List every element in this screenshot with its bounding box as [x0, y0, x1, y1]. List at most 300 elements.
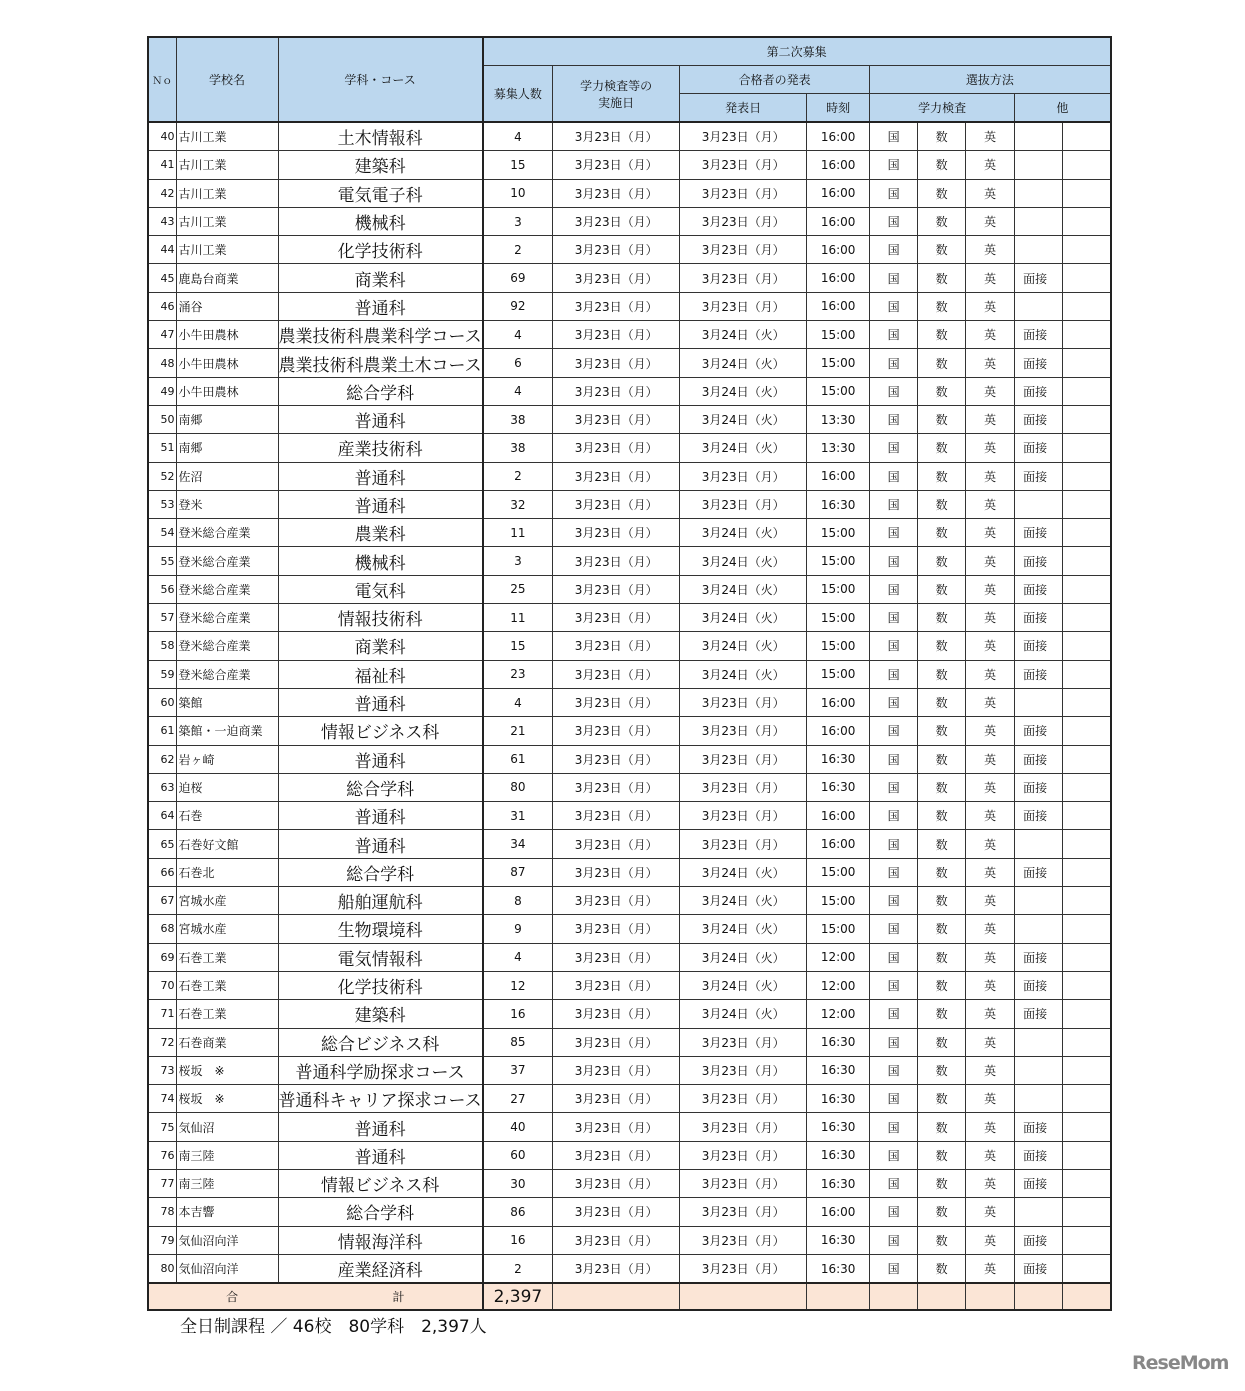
- announce-date: 3月24日（火）: [680, 971, 807, 999]
- recruit-count: 31: [483, 802, 553, 830]
- course-name: 情報技術科: [278, 604, 483, 632]
- subject-english: 英: [966, 264, 1015, 292]
- row-no: 67: [148, 887, 176, 915]
- course-name: 電気情報科: [278, 943, 483, 971]
- course-name: 建築科: [278, 1000, 483, 1028]
- school-name: 古川工業: [176, 122, 278, 151]
- announce-time: 16:30: [807, 745, 870, 773]
- recruit-count: 2: [483, 236, 553, 264]
- school-name: 登米総合産業: [176, 604, 278, 632]
- subject-math: 数: [918, 122, 966, 151]
- subject-japanese: 国: [870, 1169, 918, 1197]
- announce-time: 16:00: [807, 688, 870, 716]
- exam-date: 3月23日（月）: [553, 1056, 680, 1084]
- exam-date: 3月23日（月）: [553, 773, 680, 801]
- row-no: 77: [148, 1169, 176, 1197]
- row-no: 52: [148, 462, 176, 490]
- school-name: 南三陸: [176, 1169, 278, 1197]
- course-name: 船舶運航科: [278, 887, 483, 915]
- exam-date: 3月23日（月）: [553, 632, 680, 660]
- subject-english: 英: [966, 122, 1015, 151]
- course-name: 普通科: [278, 688, 483, 716]
- school-name: 築館: [176, 688, 278, 716]
- exam-date: 3月23日（月）: [553, 604, 680, 632]
- announce-date: 3月23日（月）: [680, 688, 807, 716]
- empty-cell: [553, 1283, 680, 1310]
- school-name: 石巻: [176, 802, 278, 830]
- subject-english: 英: [966, 802, 1015, 830]
- school-name: 桜坂 ※: [176, 1085, 278, 1113]
- school-name: 南郷: [176, 434, 278, 462]
- empty-cell: [1063, 745, 1111, 773]
- empty-cell: [1063, 688, 1111, 716]
- other-method: 面接: [1015, 745, 1063, 773]
- row-no: 66: [148, 858, 176, 886]
- school-name: 古川工業: [176, 236, 278, 264]
- subject-japanese: 国: [870, 773, 918, 801]
- announce-time: 16:00: [807, 802, 870, 830]
- recruit-count: 4: [483, 321, 553, 349]
- other-method: [1015, 830, 1063, 858]
- subject-japanese: 国: [870, 547, 918, 575]
- subject-math: 数: [918, 717, 966, 745]
- row-no: 73: [148, 1056, 176, 1084]
- course-name: 建築科: [278, 151, 483, 179]
- header-school: 学校名: [176, 37, 278, 122]
- recruit-count: 4: [483, 688, 553, 716]
- other-method: [1015, 151, 1063, 179]
- total-label-left: 合: [226, 1290, 239, 1305]
- row-no: 42: [148, 179, 176, 207]
- recruit-count: 15: [483, 632, 553, 660]
- other-method: [1015, 292, 1063, 320]
- subject-math: 数: [918, 1000, 966, 1028]
- table-row: [148, 179, 1111, 207]
- total-row: [148, 1283, 1111, 1310]
- recruit-count: 15: [483, 151, 553, 179]
- subject-english: 英: [966, 660, 1015, 688]
- recruit-count: 87: [483, 858, 553, 886]
- announce-date: 3月23日（月）: [680, 292, 807, 320]
- row-no: 64: [148, 802, 176, 830]
- row-no: 59: [148, 660, 176, 688]
- subject-math: 数: [918, 943, 966, 971]
- announce-time: 15:00: [807, 858, 870, 886]
- subject-japanese: 国: [870, 122, 918, 151]
- course-name: 情報ビジネス科: [278, 1169, 483, 1197]
- other-method: 面接: [1015, 1000, 1063, 1028]
- subject-english: 英: [966, 151, 1015, 179]
- empty-cell: [1063, 717, 1111, 745]
- row-no: 46: [148, 292, 176, 320]
- header-no: Ｎｏ: [148, 37, 176, 122]
- announce-time: 16:30: [807, 1056, 870, 1084]
- table-row: [148, 434, 1111, 462]
- school-name: 登米総合産業: [176, 575, 278, 603]
- empty-cell: [1063, 321, 1111, 349]
- subject-japanese: 国: [870, 179, 918, 207]
- total-value: 2,397: [483, 1283, 553, 1310]
- table-row: [148, 236, 1111, 264]
- row-no: 47: [148, 321, 176, 349]
- resemom-logo: ReseMom: [1132, 1352, 1229, 1374]
- exam-date: 3月23日（月）: [553, 377, 680, 405]
- school-name: 小牛田農林: [176, 321, 278, 349]
- recruit-count: 9: [483, 915, 553, 943]
- subject-math: 数: [918, 292, 966, 320]
- subject-english: 英: [966, 915, 1015, 943]
- subject-math: 数: [918, 660, 966, 688]
- subject-math: 数: [918, 575, 966, 603]
- subject-japanese: 国: [870, 604, 918, 632]
- course-name: 化学技術科: [278, 971, 483, 999]
- announce-time: 15:00: [807, 349, 870, 377]
- course-name: 商業科: [278, 632, 483, 660]
- subject-japanese: 国: [870, 490, 918, 518]
- empty-cell: [1063, 632, 1111, 660]
- other-method: [1015, 122, 1063, 151]
- empty-cell: [966, 1283, 1015, 1310]
- school-name: 宮城水産: [176, 915, 278, 943]
- subject-japanese: 国: [870, 1198, 918, 1226]
- empty-cell: [1063, 547, 1111, 575]
- other-method: 面接: [1015, 971, 1063, 999]
- exam-date: 3月23日（月）: [553, 405, 680, 433]
- subject-japanese: 国: [870, 292, 918, 320]
- recruit-count: 30: [483, 1169, 553, 1197]
- announce-date: 3月24日（火）: [680, 858, 807, 886]
- table-row: [148, 575, 1111, 603]
- empty-cell: [1063, 179, 1111, 207]
- course-name: 普通科学励探求コース: [278, 1056, 483, 1084]
- table-row: [148, 887, 1111, 915]
- subject-japanese: 国: [870, 1254, 918, 1283]
- course-name: 普通科キャリア探求コース: [278, 1085, 483, 1113]
- school-name: 石巻商業: [176, 1028, 278, 1056]
- table-row: [148, 688, 1111, 716]
- announce-time: 15:00: [807, 632, 870, 660]
- school-name: 南郷: [176, 405, 278, 433]
- other-method: [1015, 236, 1063, 264]
- row-no: 53: [148, 490, 176, 518]
- subject-math: 数: [918, 887, 966, 915]
- other-method: 面接: [1015, 604, 1063, 632]
- other-method: [1015, 1198, 1063, 1226]
- exam-date: 3月23日（月）: [553, 745, 680, 773]
- announce-date: 3月23日（月）: [680, 264, 807, 292]
- announce-time: 16:30: [807, 1226, 870, 1254]
- announce-time: 15:00: [807, 887, 870, 915]
- row-no: 62: [148, 745, 176, 773]
- school-name: 石巻工業: [176, 971, 278, 999]
- total-label: [148, 1283, 483, 1310]
- announce-date: 3月24日（火）: [680, 547, 807, 575]
- recruit-count: 10: [483, 179, 553, 207]
- empty-cell: [1063, 943, 1111, 971]
- other-method: [1015, 1056, 1063, 1084]
- exam-date: 3月23日（月）: [553, 915, 680, 943]
- exam-date: 3月23日（月）: [553, 1226, 680, 1254]
- exam-date: 3月23日（月）: [553, 122, 680, 151]
- subject-english: 英: [966, 971, 1015, 999]
- exam-date: 3月23日（月）: [553, 207, 680, 235]
- announce-date: 3月24日（火）: [680, 943, 807, 971]
- subject-math: 数: [918, 377, 966, 405]
- other-method: 面接: [1015, 802, 1063, 830]
- table-row: [148, 1085, 1111, 1113]
- exam-date: 3月23日（月）: [553, 802, 680, 830]
- recruit-count: 80: [483, 773, 553, 801]
- other-method: 面接: [1015, 632, 1063, 660]
- recruit-count: 4: [483, 943, 553, 971]
- subject-math: 数: [918, 1085, 966, 1113]
- announce-date: 3月24日（火）: [680, 887, 807, 915]
- announce-date: 3月23日（月）: [680, 773, 807, 801]
- subject-math: 数: [918, 462, 966, 490]
- table-row: [148, 1226, 1111, 1254]
- other-method: [1015, 490, 1063, 518]
- recruit-count: 16: [483, 1226, 553, 1254]
- empty-cell: [1063, 1113, 1111, 1141]
- announce-time: 16:00: [807, 292, 870, 320]
- exam-date: 3月23日（月）: [553, 519, 680, 547]
- row-no: 69: [148, 943, 176, 971]
- subject-english: 英: [966, 688, 1015, 716]
- subject-japanese: 国: [870, 943, 918, 971]
- table-row: [148, 122, 1111, 151]
- exam-date: 3月23日（月）: [553, 688, 680, 716]
- subject-english: 英: [966, 858, 1015, 886]
- announce-date: 3月24日（火）: [680, 405, 807, 433]
- course-name: 普通科: [278, 830, 483, 858]
- school-name: 気仙沼向洋: [176, 1226, 278, 1254]
- subject-math: 数: [918, 1113, 966, 1141]
- row-no: 61: [148, 717, 176, 745]
- subject-japanese: 国: [870, 236, 918, 264]
- total-label-right: 計: [392, 1290, 405, 1305]
- announce-date: 3月24日（火）: [680, 377, 807, 405]
- row-no: 63: [148, 773, 176, 801]
- other-method: 面接: [1015, 1141, 1063, 1169]
- row-no: 74: [148, 1085, 176, 1113]
- recruit-count: 21: [483, 717, 553, 745]
- subject-math: 数: [918, 773, 966, 801]
- row-no: 41: [148, 151, 176, 179]
- announce-date: 3月23日（月）: [680, 490, 807, 518]
- exam-date: 3月23日（月）: [553, 660, 680, 688]
- subject-math: 数: [918, 971, 966, 999]
- course-name: 電気電子科: [278, 179, 483, 207]
- subject-math: 数: [918, 547, 966, 575]
- announce-time: 16:30: [807, 1085, 870, 1113]
- empty-cell: [1063, 490, 1111, 518]
- row-no: 70: [148, 971, 176, 999]
- course-name: 普通科: [278, 490, 483, 518]
- subject-math: 数: [918, 802, 966, 830]
- table-row: [148, 207, 1111, 235]
- other-method: [1015, 887, 1063, 915]
- table-row: [148, 745, 1111, 773]
- exam-date: 3月23日（月）: [553, 179, 680, 207]
- announce-time: 16:00: [807, 122, 870, 151]
- announce-date: 3月23日（月）: [680, 462, 807, 490]
- other-method: 面接: [1015, 1169, 1063, 1197]
- recruit-count: 92: [483, 292, 553, 320]
- subject-japanese: 国: [870, 915, 918, 943]
- subject-japanese: 国: [870, 264, 918, 292]
- course-name: 情報ビジネス科: [278, 717, 483, 745]
- empty-cell: [1063, 1226, 1111, 1254]
- subject-english: 英: [966, 207, 1015, 235]
- announce-time: 15:00: [807, 604, 870, 632]
- announce-date: 3月24日（火）: [680, 660, 807, 688]
- row-no: 75: [148, 1113, 176, 1141]
- subject-japanese: 国: [870, 519, 918, 547]
- other-method: 面接: [1015, 434, 1063, 462]
- header-exam-date: 学力検査等の実施日: [553, 66, 680, 123]
- other-method: 面接: [1015, 264, 1063, 292]
- course-name: 普通科: [278, 1113, 483, 1141]
- exam-date: 3月23日（月）: [553, 490, 680, 518]
- table-row: [148, 1056, 1111, 1084]
- empty-cell: [1063, 858, 1111, 886]
- subject-english: 英: [966, 434, 1015, 462]
- empty-cell: [1063, 349, 1111, 377]
- course-name: 機械科: [278, 547, 483, 575]
- course-name: 情報海洋科: [278, 1226, 483, 1254]
- subject-english: 英: [966, 179, 1015, 207]
- empty-cell: [1063, 122, 1111, 151]
- subject-math: 数: [918, 207, 966, 235]
- school-name: 桜坂 ※: [176, 1056, 278, 1084]
- subject-english: 英: [966, 547, 1015, 575]
- empty-cell: [1063, 1000, 1111, 1028]
- table-row: [148, 151, 1111, 179]
- empty-cell: [1063, 1028, 1111, 1056]
- empty-cell: [870, 1283, 918, 1310]
- subject-math: 数: [918, 179, 966, 207]
- subject-japanese: 国: [870, 462, 918, 490]
- subject-english: 英: [966, 1056, 1015, 1084]
- announce-date: 3月24日（火）: [680, 575, 807, 603]
- course-name: 総合学科: [278, 773, 483, 801]
- subject-japanese: 国: [870, 1028, 918, 1056]
- school-name: 登米総合産業: [176, 660, 278, 688]
- announce-time: 16:00: [807, 207, 870, 235]
- recruit-count: 69: [483, 264, 553, 292]
- exam-date: 3月23日（月）: [553, 717, 680, 745]
- announce-time: 13:30: [807, 405, 870, 433]
- course-name: 普通科: [278, 405, 483, 433]
- other-method: 面接: [1015, 349, 1063, 377]
- subject-english: 英: [966, 490, 1015, 518]
- announce-date: 3月23日（月）: [680, 1169, 807, 1197]
- subject-math: 数: [918, 434, 966, 462]
- subject-english: 英: [966, 745, 1015, 773]
- school-name: 築館・一迫商業: [176, 717, 278, 745]
- subject-math: 数: [918, 1254, 966, 1283]
- subject-english: 英: [966, 349, 1015, 377]
- other-method: [1015, 1028, 1063, 1056]
- table-row: [148, 830, 1111, 858]
- subject-japanese: 国: [870, 660, 918, 688]
- subject-japanese: 国: [870, 207, 918, 235]
- subject-english: 英: [966, 943, 1015, 971]
- other-method: 面接: [1015, 1254, 1063, 1283]
- subject-math: 数: [918, 405, 966, 433]
- announce-time: 13:30: [807, 434, 870, 462]
- subject-math: 数: [918, 490, 966, 518]
- school-name: 登米総合産業: [176, 519, 278, 547]
- header-course: 学科・コース: [278, 37, 483, 122]
- school-name: 石巻北: [176, 858, 278, 886]
- recruit-count: 86: [483, 1198, 553, 1226]
- announce-date: 3月23日（月）: [680, 802, 807, 830]
- recruit-count: 32: [483, 490, 553, 518]
- announce-date: 3月23日（月）: [680, 830, 807, 858]
- announce-date: 3月23日（月）: [680, 745, 807, 773]
- empty-cell: [680, 1283, 807, 1310]
- empty-cell: [1063, 1254, 1111, 1283]
- empty-cell: [1063, 915, 1111, 943]
- empty-cell: [1063, 1283, 1111, 1310]
- exam-date: 3月23日（月）: [553, 321, 680, 349]
- empty-cell: [1063, 971, 1111, 999]
- subject-english: 英: [966, 773, 1015, 801]
- announce-date: 3月24日（火）: [680, 1000, 807, 1028]
- subject-math: 数: [918, 264, 966, 292]
- course-name: 普通科: [278, 462, 483, 490]
- exam-date: 3月23日（月）: [553, 349, 680, 377]
- exam-date: 3月23日（月）: [553, 830, 680, 858]
- subject-japanese: 国: [870, 632, 918, 660]
- table-row: [148, 547, 1111, 575]
- announce-time: 16:00: [807, 264, 870, 292]
- table-row: [148, 462, 1111, 490]
- subject-math: 数: [918, 1056, 966, 1084]
- summary-footer: 全日制課程 ／ 46校 80学科 2,397人: [180, 1317, 487, 1337]
- empty-cell: [1063, 887, 1111, 915]
- subject-english: 英: [966, 1028, 1015, 1056]
- other-method: 面接: [1015, 321, 1063, 349]
- other-method: 面接: [1015, 547, 1063, 575]
- announce-date: 3月23日（月）: [680, 207, 807, 235]
- other-method: 面接: [1015, 717, 1063, 745]
- other-method: [1015, 1085, 1063, 1113]
- school-name: 鹿島台商業: [176, 264, 278, 292]
- school-name: 登米: [176, 490, 278, 518]
- other-method: 面接: [1015, 858, 1063, 886]
- subject-japanese: 国: [870, 1000, 918, 1028]
- empty-cell: [1063, 405, 1111, 433]
- announce-date: 3月23日（月）: [680, 1028, 807, 1056]
- course-name: 総合ビジネス科: [278, 1028, 483, 1056]
- empty-cell: [1063, 1056, 1111, 1084]
- school-name: 石巻好文館: [176, 830, 278, 858]
- row-no: 57: [148, 604, 176, 632]
- subject-english: 英: [966, 462, 1015, 490]
- announce-date: 3月23日（月）: [680, 151, 807, 179]
- table-row: [148, 1141, 1111, 1169]
- exam-date: 3月23日（月）: [553, 264, 680, 292]
- empty-cell: [1063, 604, 1111, 632]
- announce-date: 3月24日（火）: [680, 915, 807, 943]
- school-name: 佐沼: [176, 462, 278, 490]
- header-count: 募集人数: [483, 66, 553, 123]
- table-row: [148, 858, 1111, 886]
- subject-english: 英: [966, 1000, 1015, 1028]
- other-method: [1015, 179, 1063, 207]
